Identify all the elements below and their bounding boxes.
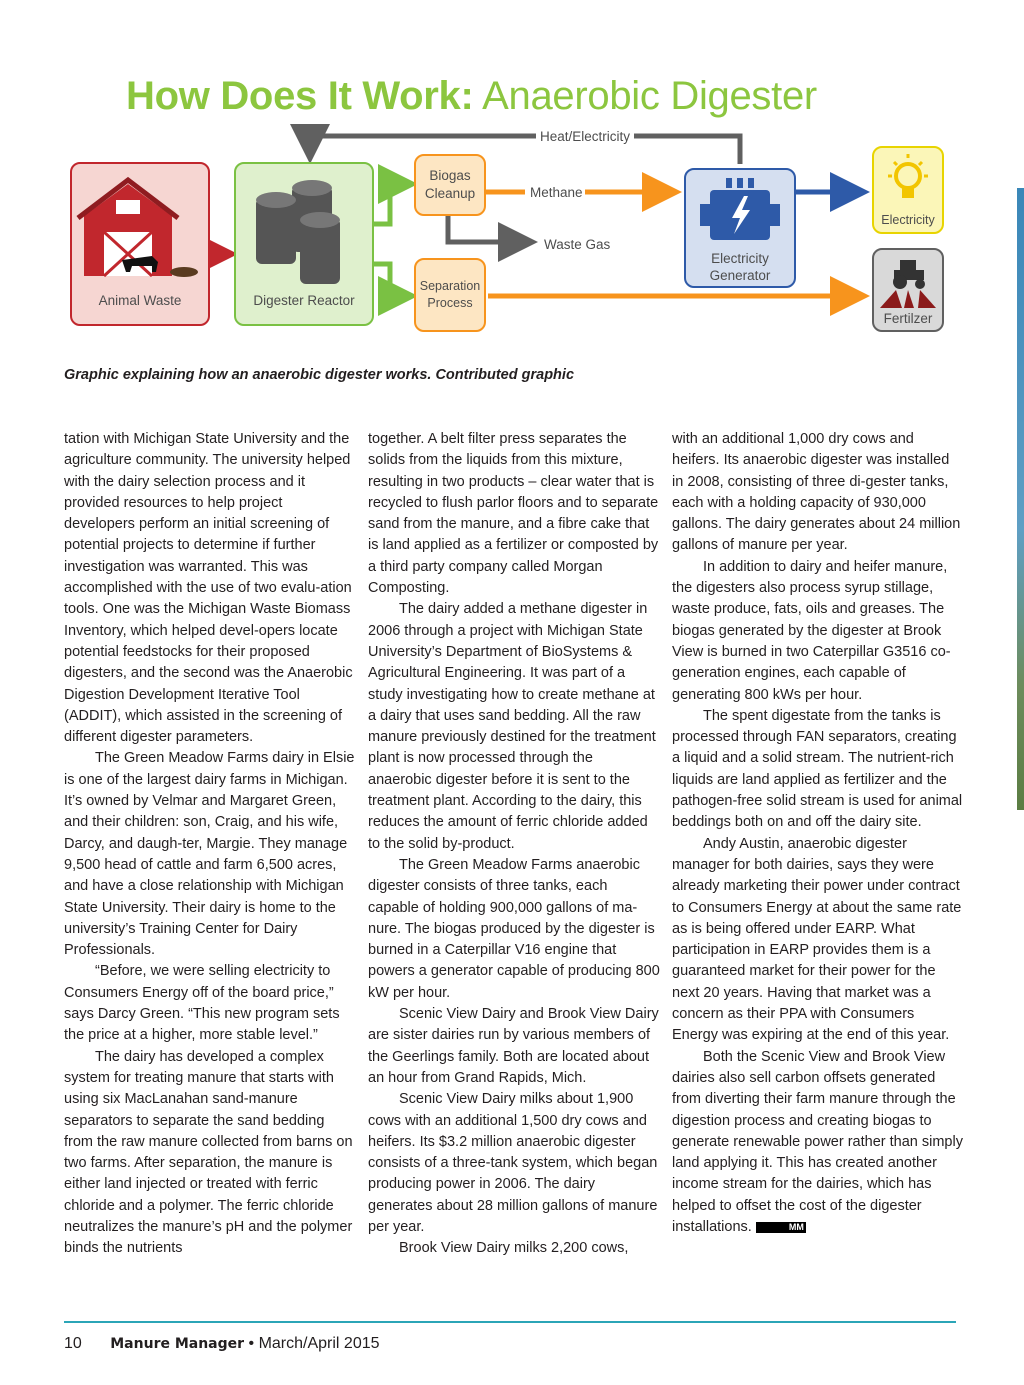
last-paragraph-text: Both the Scenic View and Brook View dairies also sell carbon offsets generated from diverting their farm manure through the digestion process and creating biogas to generate renewable power rather than simply land applying it. This has created another income stream for the dairies, which has helped to offset the cost of the digester installations. [672, 1048, 963, 1235]
heat-return-arrow [310, 136, 740, 164]
electricity-generator-box [684, 168, 796, 288]
electricity-generator-label [686, 250, 794, 284]
figure-caption: Graphic explaining how an anaerobic digester works. Contributed graphic [64, 367, 575, 383]
separation-process-box [414, 258, 486, 332]
paragraph: “Before, we were selling electricity to Consumers Energy off of the board price,” says Darcy Green. “This new program sets the price at a higher, more stable level.” [64, 963, 340, 1044]
generator-icon [686, 174, 794, 250]
tractor-icon [874, 252, 942, 310]
methane-label: Methane [530, 185, 583, 200]
biogas-cleanup-label [416, 167, 484, 203]
paragraph: Scenic View Dairy milks about 1,900 cows with an additional 1,500 dry cows and heifers. Its $3.2 million anaerobic digester consists of a three-tank system, which began producing power in 2006. The dairy generates about 28 million gallons of manure per year. [368, 1091, 658, 1235]
issue-date: March/April 2015 [258, 1335, 380, 1352]
paragraph: tation with Michigan State University and the agriculture community. The university helped with the dairy selection process and it provided resources to help project developers perform an initial screening of potential projects to determine if further investigation was warranted. This was accomplished with the use of two evalu-ation tools. One was the Michigan Waste Biomass Inventory, which helped devel-opers locate potential feedstocks for their proposed digesters, and the second was the Anaerobic Digestion Development Iterative Tool (ADDIT), which assisted in the screening of different digester parameters. [64, 431, 353, 746]
animal-waste-label: Animal Waste [98, 293, 182, 308]
paragraph: The Green Meadow Farms anaerobic digester consists of three tanks, each capable of holding 900,000 gallons of ma-nure. The biogas produced by the digester is burned in a Caterpillar V16 engine that powers a generator capable of producing 800 kW per hour. [368, 856, 660, 1001]
generator-line1: Electricity [711, 251, 769, 266]
waste-gas-label: Waste Gas [544, 237, 611, 252]
paragraph: with an additional 1,000 dry cows and heifers. Its anaerobic digester was installed in 2008, consisting of three di-gester tanks, each with a holding capacity of 930,000 gallons. The dairy generates about 24 million gallons of manure per year. [672, 431, 961, 554]
biogas-cleanup-line2: Cleanup [424, 186, 476, 201]
paragraph-last [672, 1047, 964, 1239]
barn-icon [72, 172, 208, 292]
heat-electricity-label: Heat/Electricity [536, 128, 634, 145]
separation-process-line1: Separation [419, 279, 481, 293]
paragraph: The Green Meadow Farms dairy in Elsie is one of the largest dairy farms in Michigan. It’s owned by Velmar and Margaret Green, and their children: son, Craig, and his wife, Darcy, and daugh-ter, Margie. They manage 9,500 head of cattle and farm 6,500 acres, and have a close relationship with Michigan State University. Their dairy is home to the university’s Training Center for Dairy Professionals. [64, 750, 355, 959]
paragraph: together. A belt filter press separates the solids from the liquids from this mixture, resulting in two products – clear water that is recycled to flush parlor floors and to separate sand from the manure, and a fibre cake that is land applied as a fertilizer or composted by a third party company called Morgan Composting. [368, 431, 659, 597]
paragraph: Andy Austin, anaerobic digester manager for both dairies, says they were already marketing their power under contract to Consumers Energy at about the same rate as is being offered under EARP. What participation in EARP provides them is a guaranteed market for their power for the next 20 years. Having that market was a concern as their PPA with Consumers Energy was expiring at the end of this year. [672, 835, 962, 1044]
title-light: Anaerobic Digester [482, 74, 817, 118]
generator-line2: Generator [709, 268, 771, 283]
digester-reactor-box [234, 162, 374, 326]
separation-process-label [416, 278, 484, 312]
tanks-icon [236, 174, 372, 294]
footer-separator: • [248, 1335, 255, 1352]
anaerobic-digester-diagram [60, 124, 960, 344]
footer-rule [64, 1321, 956, 1323]
paragraph: Scenic View Dairy and Brook View Dairy are sister dairies run by various members of the Geerlings family. Both are located about an hour from Grand Rapids, Mich. [368, 1006, 659, 1086]
paragraph: The dairy has developed a complex system for treating manure that starts with using six MacLanahan sand-manure separators to separate the sand bedding from the raw manure collected from barns on two farms. After separation, the manure is either land injected or treated with ferric chloride and a polymer. The ferric chloride neutralizes the manure’s pH and the polymer binds the nutrients [64, 1048, 353, 1257]
digester-reactor-label: Digester Reactor [253, 293, 355, 308]
page-edge-strip [1017, 188, 1024, 810]
article-column-2 [368, 429, 660, 1260]
electricity-box [872, 146, 944, 234]
end-mark: MM [756, 1222, 806, 1233]
fertilizer-label: Fertilzer [883, 311, 933, 326]
page-number: 10 [64, 1335, 82, 1352]
waste-gas-arrow [448, 216, 528, 242]
magazine-name: Manure Manager [110, 1336, 245, 1352]
electricity-label: Electricity [881, 213, 935, 227]
article-column-3 [672, 429, 964, 1238]
lightbulb-icon [874, 150, 942, 210]
paragraph: In addition to dairy and heifer manure, the digesters also process syrup stillage, waste produce, fats, oils and greases. The biogas generated by the digester at Brook View is burned in two Caterpillar G3516 co-generation engines, each capable of generating 800 kWs per hour. [672, 558, 951, 703]
biogas-cleanup-line1: Biogas [429, 168, 471, 183]
animal-waste-box [70, 162, 210, 326]
paragraph: The spent digestate from the tanks is processed through FAN separators, creating a liquid and a solid stream. The nutrient-rich liquids are land applied as fertilizer and the pathogen-free solid stream is used for animal beddings both on and off the dairy site. [672, 707, 963, 831]
paragraph: The dairy added a methane digester in 2006 through a project with Michigan State University’s Department of BioSystems & Agricultural Engineering. It was part of a study investigating how to create methane at a dairy that uses sand bedding. All the raw manure previously destined for the treatment plant is now processed through the anaerobic digester before it is sent to the treatment plant. According to the dairy, this reduces the amount of ferric chloride added to the solid by-product. [368, 601, 656, 852]
separation-process-line2: Process [427, 296, 473, 310]
fertilizer-box [872, 248, 944, 332]
paragraph: Brook View Dairy milks 2,200 cows, [399, 1240, 629, 1257]
title-bold: How Does It Work: [126, 74, 474, 118]
biogas-cleanup-box [414, 154, 486, 216]
article-column-1 [64, 429, 356, 1260]
page-title [126, 74, 906, 119]
footer [64, 1335, 380, 1353]
